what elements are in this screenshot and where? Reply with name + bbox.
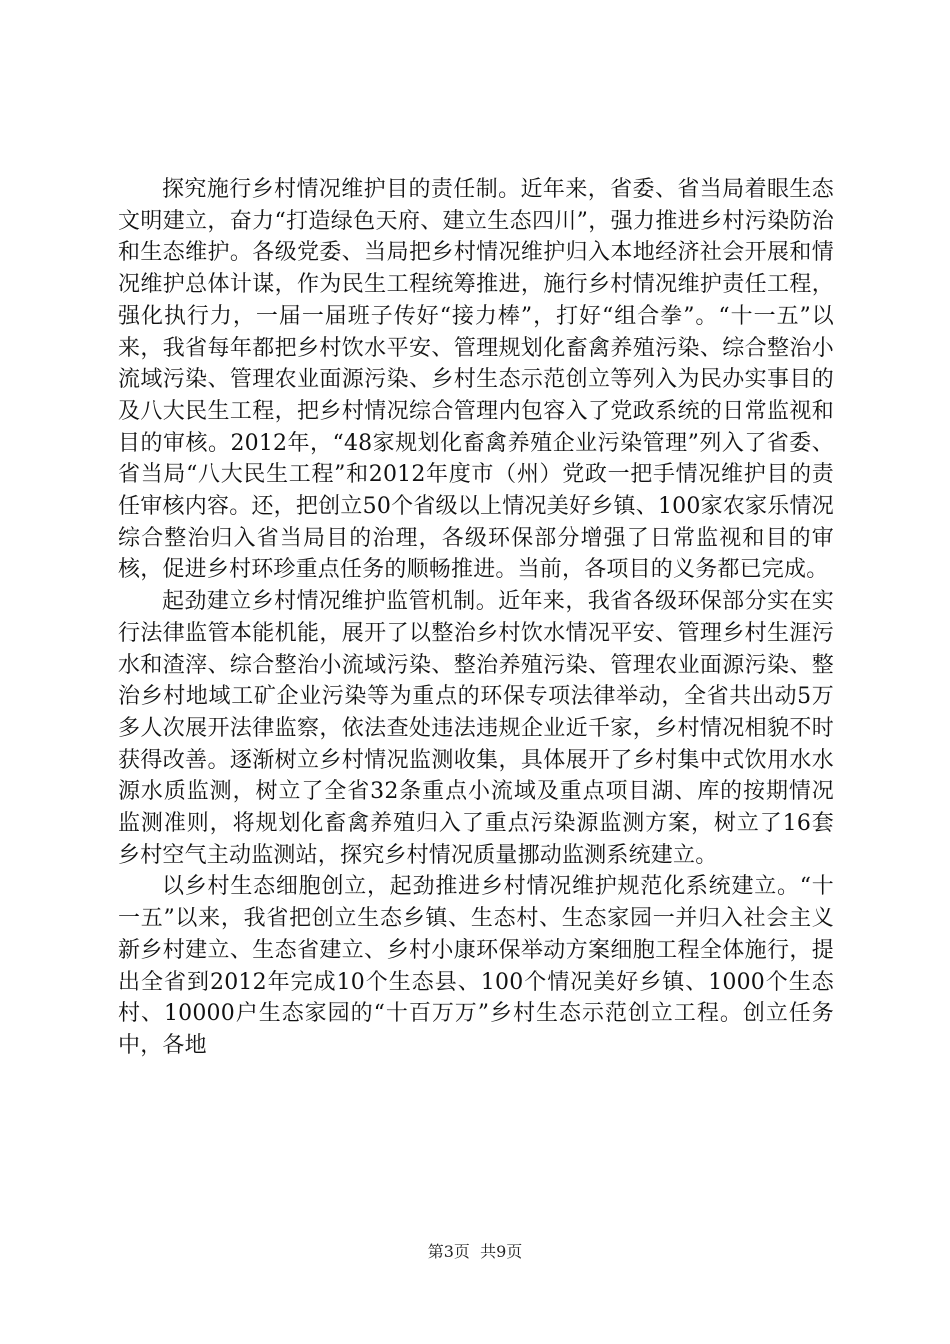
page-footer [0,1242,950,1262]
paragraph-responsibility-system: 探究施行乡村情况维护目的责任制。近年来，省委、省当局着眼生态文明建立，奋力“打造绿色天府、建立生态四川”，强力推进乡村污染防治和生态维护。各级党委、当局把乡村情况维护归入本地经济社会开展和情况维护总体计谋，作为民生工程统筹推进，施行乡村情况维护责任工程，强化执行力，一届一届班子传好“接力棒”，打好“组合拳”。“十一五”以来，我省每年都把乡村饮水平安、管理规划化畜禽养殖污染、综合整治小流域污染、管理农业面源污染、乡村生态示范创立等列入为民办实事目的及八大民生工程，把乡村情况综合管理内包容入了党政系统的日常监视和目的审核。2012年，“48家规划化畜禽养殖企业污染管理”列入了省委、省当局“八大民生工程”和2012年度市（州）党政一把手情况维护目的责任审核内容。还，把创立50个省级以上情况美好乡镇、100家农家乐情况综合整治归入省当局目的治理，各级环保部分增强了日常监视和目的审核，促进乡村环珍重点任务的顺畅推进。当前，各项目的义务都已完成。 [118,177,834,583]
paragraph-supervision-mechanism: 起劲建立乡村情况维护监管机制。近年来，我省各级环保部分实在实行法律监管本能机能，展开了以整治乡村饮水情况平安、管理乡村生涯污水和渣滓、综合整治小流域污染、整治养殖污染、管理农业面源污染、整治乡村地域工矿企业污染等为重点的环保专项法律举动，全省共出动5万多人次展开法律监察，依法查处违法违规企业近千家，乡村情况相貌不时获得改善。逐渐树立乡村情况监测收集，具体展开了乡村集中式饮用水水源水质监测，树立了全省32条重点小流域及重点项目湖、库的按期情况监测准则，将规划化畜禽养殖归入了重点污染源监测方案，树立了16套乡村空气主动监测站，探究乡村情况质量挪动监测系统建立。 [118,589,834,868]
document-body [118,174,834,1062]
paragraph-ecological-creation: 以乡村生态细胞创立，起劲推进乡村情况维护规范化系统建立。“十一五”以来，我省把创立生态乡镇、生态村、生态家园一并归入社会主义新乡村建立、生态省建立、乡村小康环保举动方案细胞工程全体施行，提出全省到2012年完成10个生态县、100个情况美好乡镇、1000个生态村、10000户生态家园的“十百万万”乡村生态示范创立工程。创立任务中，各地 [118,874,834,1058]
page-number-label: 第3页 共9页 [427,1242,523,1261]
